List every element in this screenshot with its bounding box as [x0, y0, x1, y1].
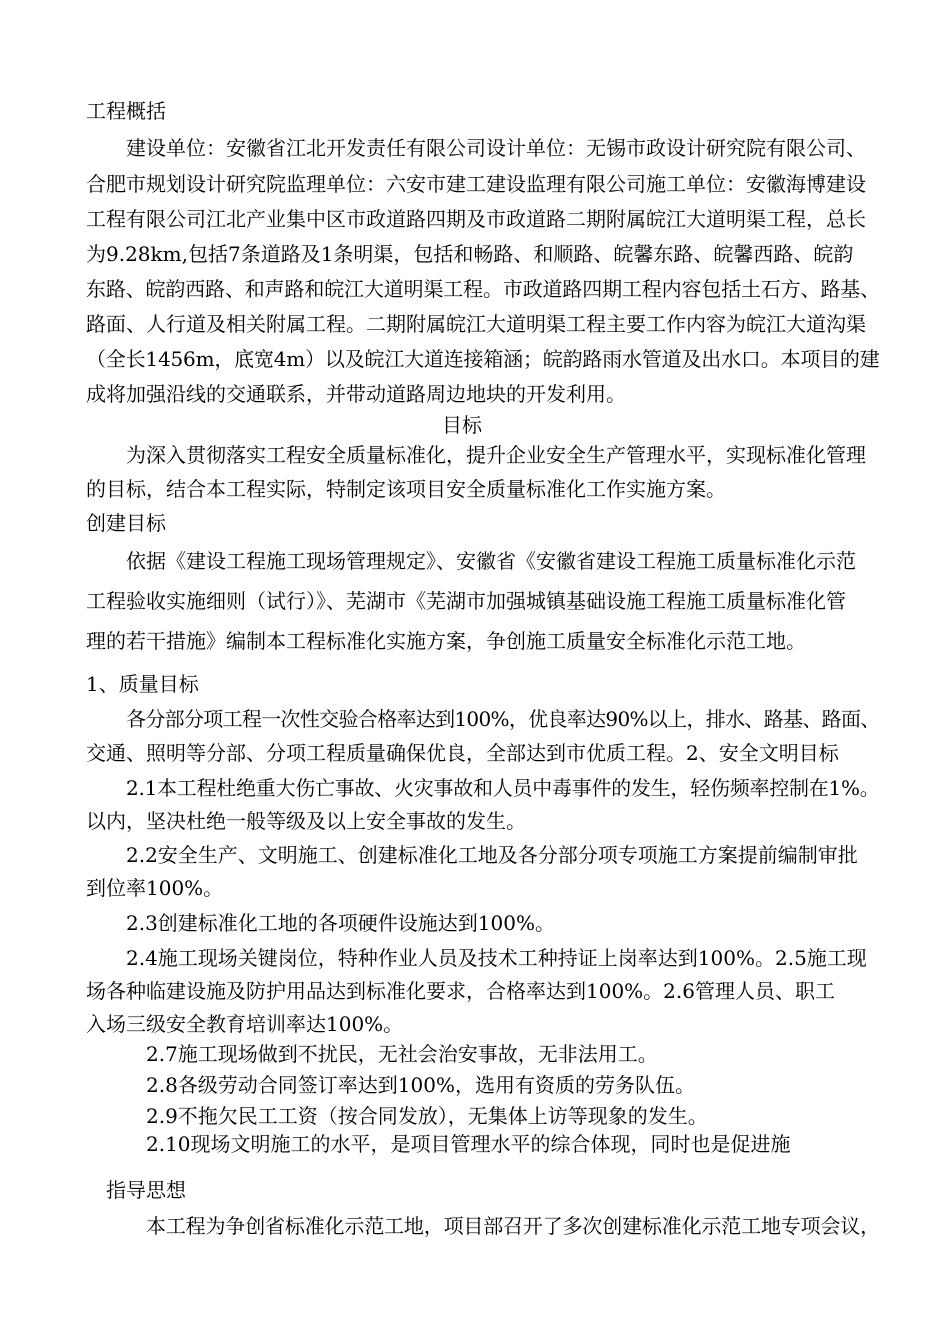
list-item: 场各种临建设施及防护用品达到标准化要求，合格率达到100%。2.6管理人员、职工: [86, 979, 835, 1003]
paragraph-line: 建设单位：安徽省江北开发责任有限公司设计单位：无锡市政设计研究院有限公司、: [126, 136, 866, 160]
paragraph-line: （全长1456m，底宽4m）以及皖江大道连接箱涵；皖韵路雨水管道及出水口。本项目的建: [86, 347, 880, 371]
list-item: 2.7施工现场做到不扰民，无社会治安事故，无非法用工。: [146, 1042, 658, 1066]
paragraph-line: 东路、皖韵西路、和声路和皖江大道明渠工程。市政道路四期工程内容包括土石方、路基、: [86, 277, 880, 301]
section-heading-quality: 1、质量目标: [86, 672, 199, 696]
list-item: 2.8各级劳动合同签订率达到100%，选用有资质的劳务队伍。: [146, 1073, 695, 1097]
section-heading-guide: 指导思想: [106, 1178, 186, 1202]
paragraph-line: 交通、照明等分部、分项工程质量确保优良，全部达到市优质工程。2、安全文明目标: [86, 741, 839, 765]
paragraph-line: 工程有限公司江北产业集中区市政道路四期及市政道路二期附属皖江大道明渠工程，总长: [86, 207, 866, 231]
list-item: 2.2安全生产、文明施工、创建标准化工地及各分部分项专项施工方案提前编制审批: [126, 843, 858, 867]
section-heading-overview: 工程概括: [86, 99, 166, 123]
paragraph-line: 为深入贯彻落实工程安全质量标准化，提升企业安全生产管理水平，实现标准化管理: [126, 443, 866, 467]
paragraph-line: 工程验收实施细则（试行）》、芜湖市《芜湖市加强城镇基础设施工程施工质量标准化管: [86, 589, 846, 613]
list-item: 2.9不拖欠民工工资（按合同发放），无集体上访等现象的发生。: [146, 1104, 708, 1128]
paragraph-line: 的目标，结合本工程实际，特制定该项目安全质量标准化工作实施方案。: [86, 477, 726, 501]
paragraph-line: 为9.28km,包括7条道路及1条明渠，包括和畅路、和顺路、皖馨东路、皖馨西路、皖韵: [86, 242, 854, 266]
paragraph-line: 理的若干措施》编制本工程标准化实施方案，争创施工质量安全标准化示范工地。: [86, 629, 806, 653]
paragraph-line: 合肥市规划设计研究院监理单位：六安市建工建设监理有限公司施工单位：安徽海博建设: [86, 172, 866, 196]
paragraph-line: 各分部分项工程一次性交验合格率达到100%，优良率达90%以上，排水、路基、路面、: [126, 707, 880, 731]
section-heading-create: 创建目标: [86, 511, 166, 535]
list-item: 以内，坚决杜绝一般等级及以上安全事故的发生。: [86, 809, 526, 833]
list-item: 到位率100%。: [86, 876, 224, 900]
list-item: 2.10现场文明施工的水平，是项目管理水平的综合体现，同时也是促进施: [146, 1132, 791, 1156]
paragraph-line: 成将加强沿线的交通联系，并带动道路周边地块的开发利用。: [86, 382, 626, 406]
list-item: 入场三级安全教育培训率达100%。: [86, 1012, 404, 1036]
list-item: 2.4施工现场关键岗位，特种作业人员及技术工种持证上岗率达到100%。2.5施工现: [126, 946, 867, 970]
section-heading-goal: 目标: [442, 413, 482, 437]
list-item: 2.1本工程杜绝重大伤亡事故、火灾事故和人员中毒事件的发生，轻伤频率控制在1%。: [126, 776, 880, 800]
paragraph-line: 本工程为争创省标准化示范工地，项目部召开了多次创建标准化示范工地专项会议，: [146, 1214, 880, 1238]
paragraph-line: 依据《建设工程施工现场管理规定》、安徽省《安徽省建设工程施工质量标准化示范: [126, 549, 856, 573]
paragraph-line: 路面、人行道及相关附属工程。二期附属皖江大道明渠工程主要工作内容为皖江大道沟渠: [86, 312, 866, 336]
list-item: 2.3创建标准化工地的各项硬件设施达到100%。: [126, 911, 555, 935]
